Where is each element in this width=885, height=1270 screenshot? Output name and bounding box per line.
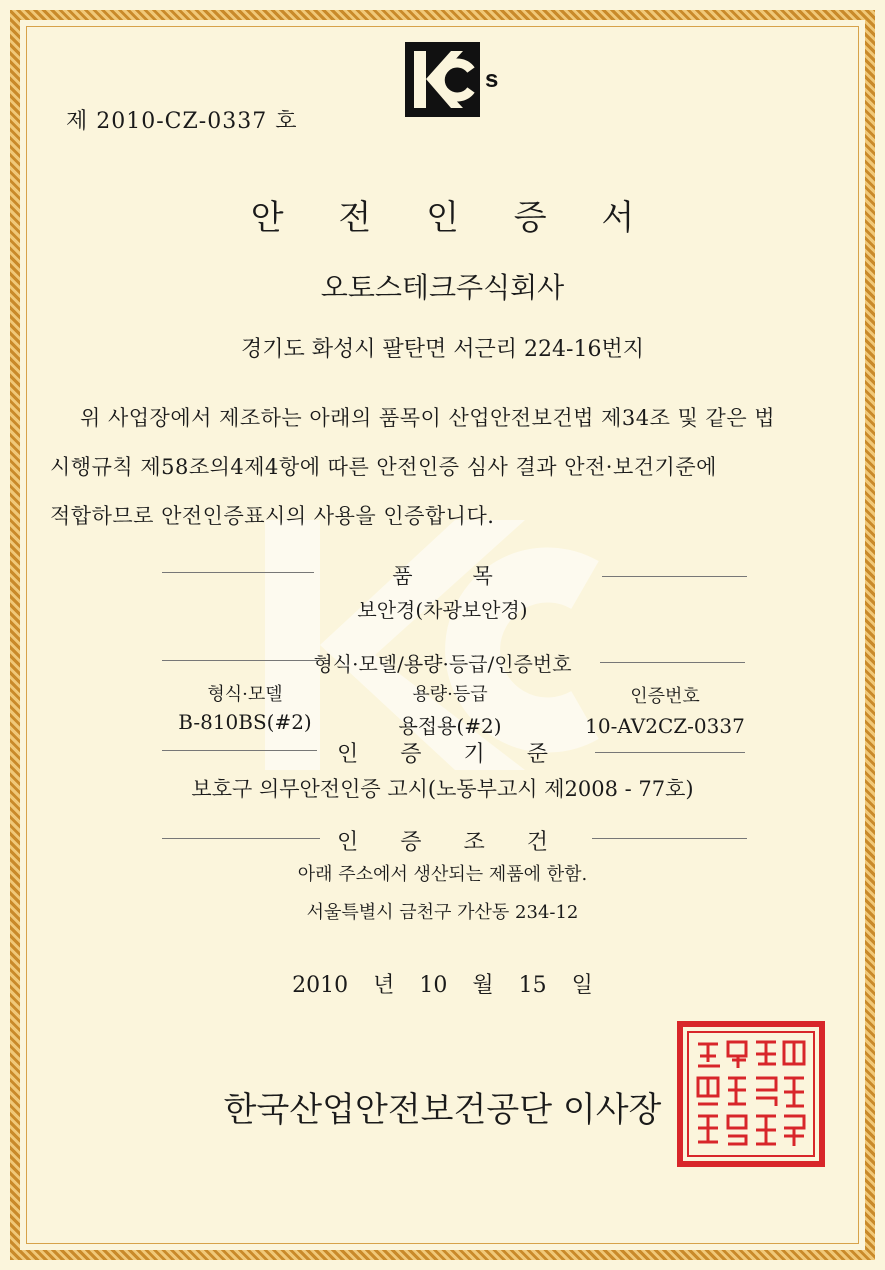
- standard-heading: 인증기준: [336, 742, 590, 767]
- official-seal-icon: [676, 1020, 826, 1168]
- company-name: 오토스테크주식회사: [320, 271, 565, 304]
- model-label: 형식·모델: [207, 684, 283, 705]
- model-heading: 형식·모델/용량·등급/인증번호: [313, 652, 572, 676]
- model-value: B-810BS(#2): [178, 710, 312, 734]
- kcs-mark-icon: [405, 42, 500, 117]
- company-address: 경기도 화성시 팔탄면 서근리 224-16번지: [241, 337, 644, 362]
- item-value: 보안경(차광보안경): [357, 598, 528, 622]
- capacity-value: 용접용(#2): [398, 714, 502, 738]
- page-title: 안 전 인 증 서: [250, 198, 657, 238]
- body-line-2: 시행규칙 제58조의4제4항에 따른 안전인증 심사 결과 안전·보건기준에: [50, 455, 717, 479]
- body-line-1: 위 사업장에서 제조하는 아래의 품목이 산업안전보건법 제34조 및 같은 법: [80, 406, 776, 430]
- condition-line-2: 서울특별시 금천구 가산동 234-12: [306, 902, 579, 923]
- condition-heading: 인증조건: [336, 830, 590, 855]
- capacity-label: 용량·등급: [412, 684, 488, 705]
- cert-number-label: 인증번호: [630, 686, 700, 707]
- issue-date: 2010 년 10 월 15 일: [292, 973, 593, 998]
- body-line-3: 적합하므로 안전인증표시의 사용을 인증합니다.: [50, 504, 495, 528]
- certificate-number: 제 2010-CZ-0337 호: [66, 109, 298, 134]
- item-heading: 품목: [392, 564, 553, 588]
- standard-value: 보호구 의무안전인증 고시(노동부고시 제2008 - 77호): [191, 777, 694, 801]
- cert-number-value: 10-AV2CZ-0337: [585, 714, 745, 738]
- issuer-name: 한국산업안전보건공단 이사장: [223, 1090, 662, 1130]
- svg-text:s: s: [485, 66, 499, 93]
- condition-line-1: 아래 주소에서 생산되는 제품에 한함.: [297, 864, 588, 885]
